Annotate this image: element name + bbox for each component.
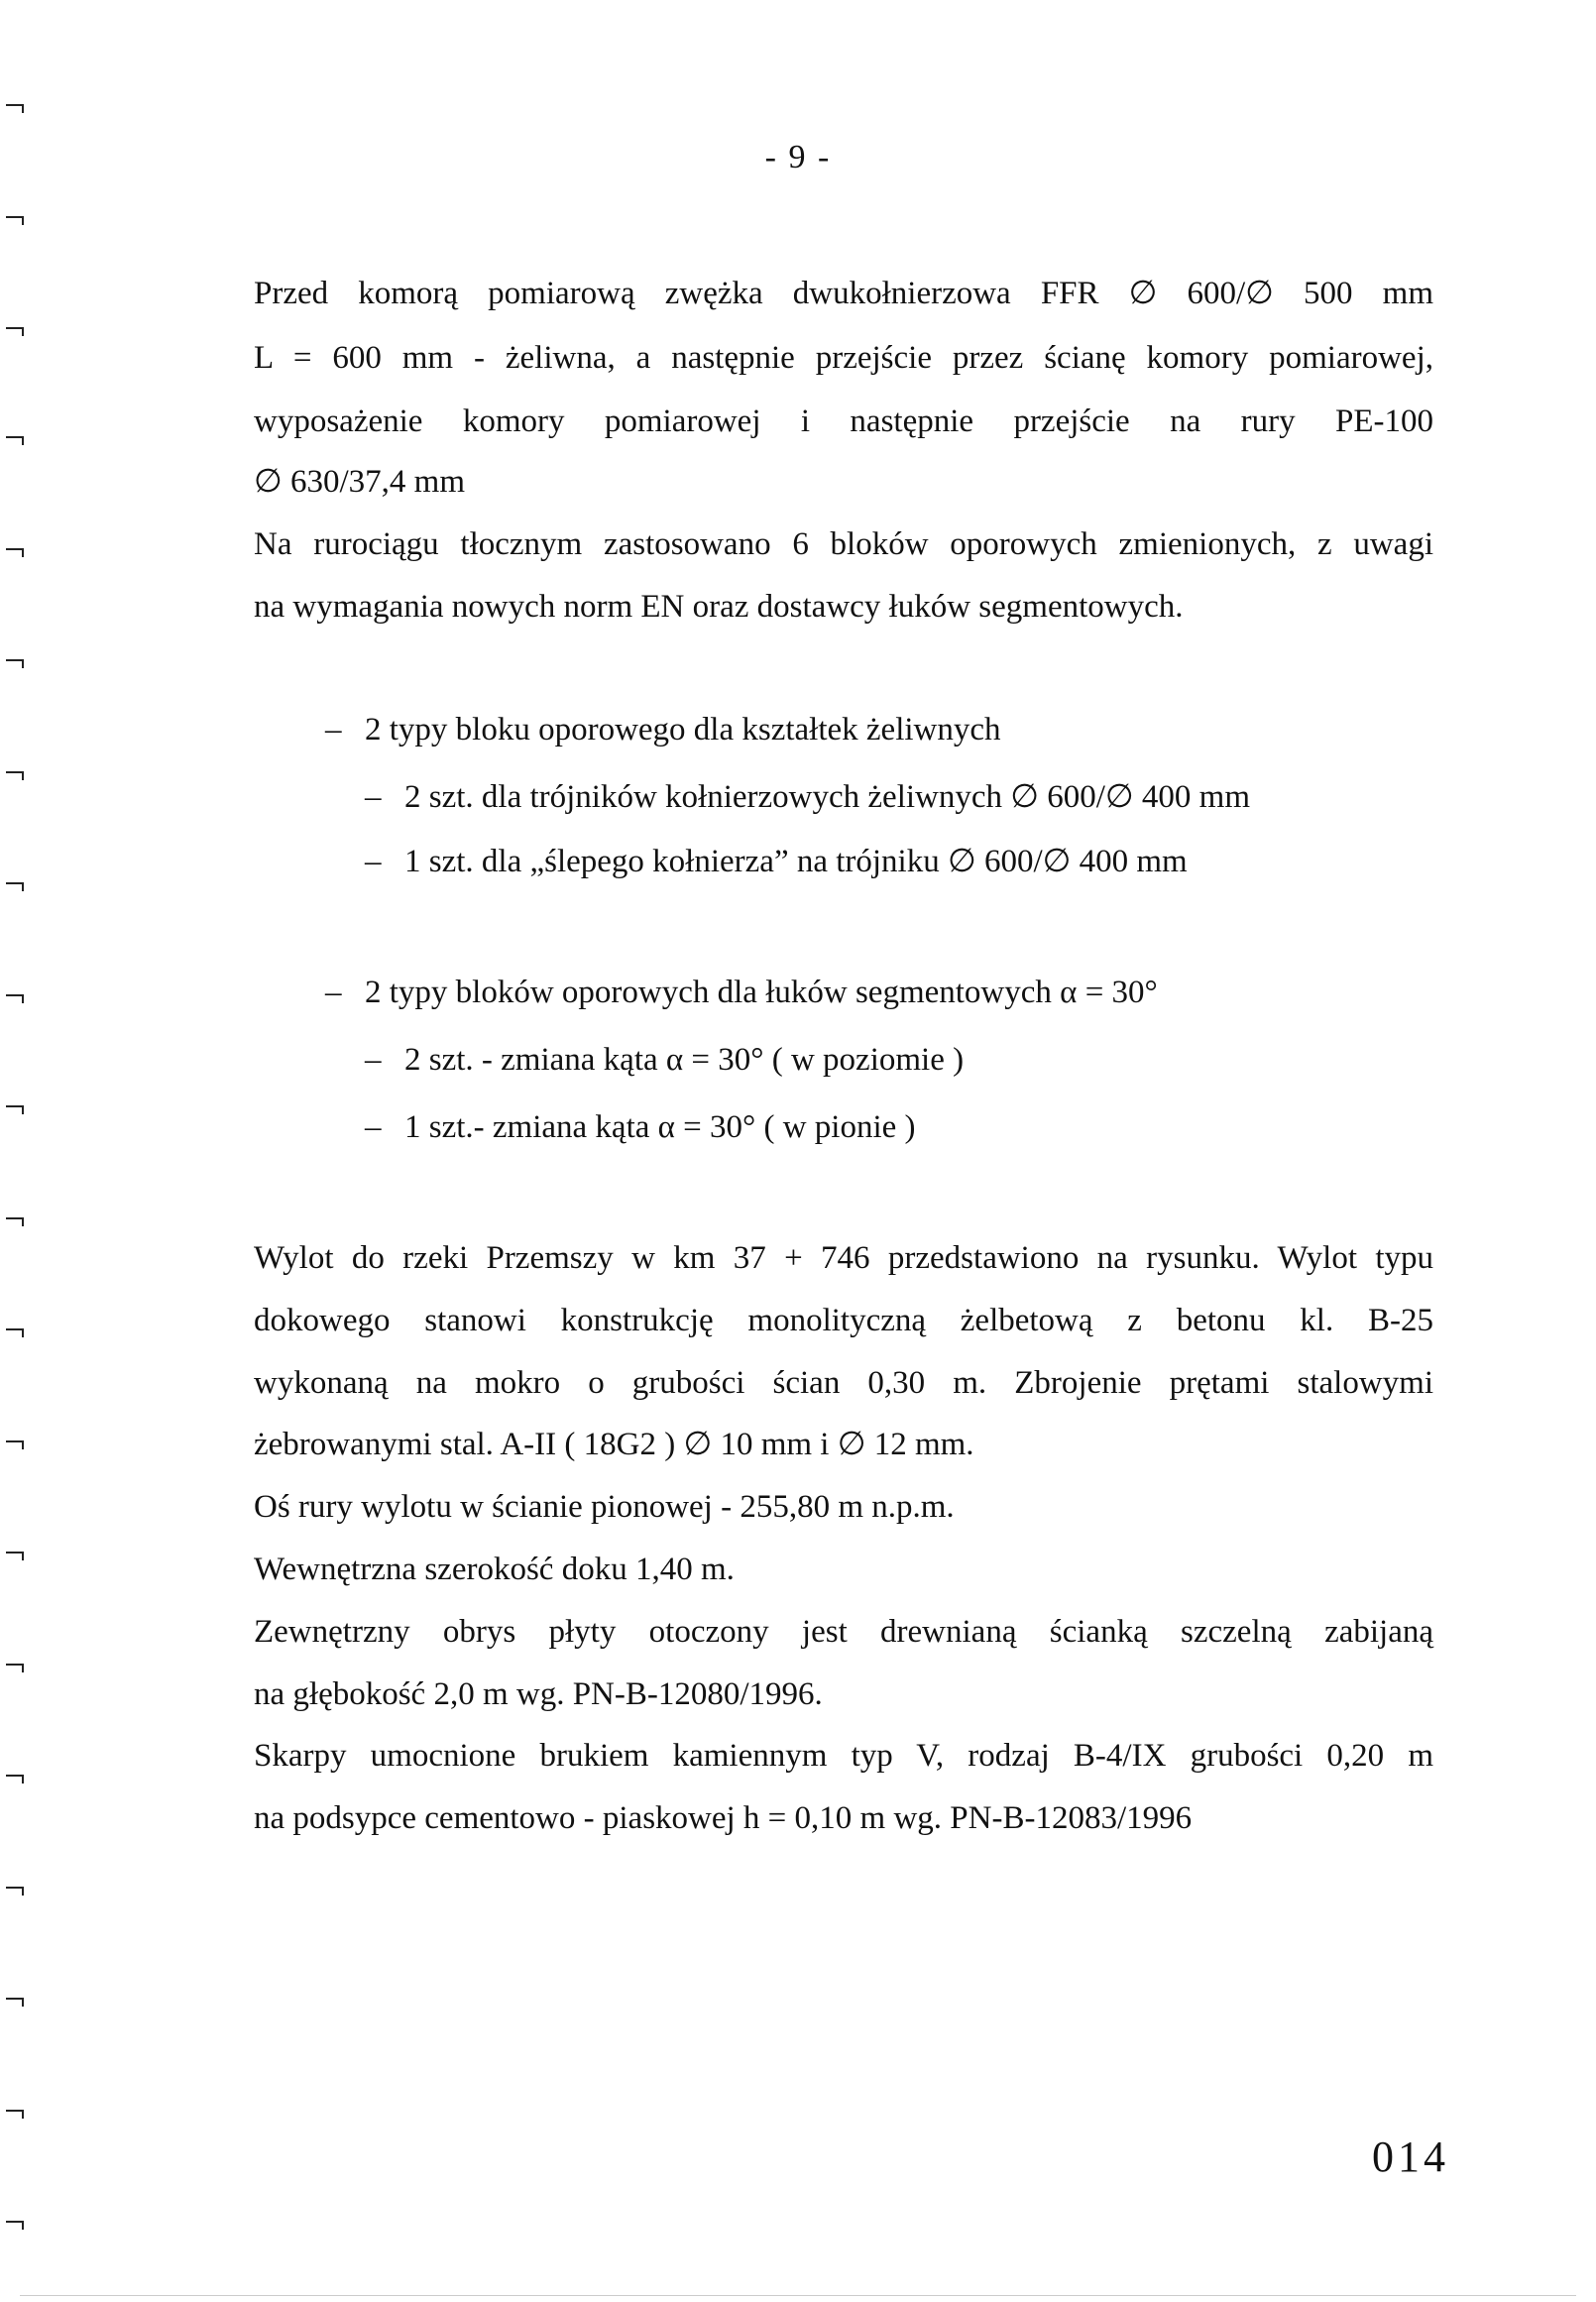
scan-edge	[20, 2295, 1576, 2296]
binder-mark	[6, 1775, 24, 1777]
binder-mark	[6, 216, 24, 218]
binder-mark	[6, 1998, 24, 2000]
paragraph-line: L = 600 mm - żeliwna, a następnie przejście przez ścianę komory pomiarowej,	[254, 340, 1433, 376]
dash-bullet: –	[365, 779, 382, 815]
list-item-main	[325, 977, 1158, 1009]
binder-mark	[6, 1440, 24, 1442]
list-item-text: 2 typy bloku oporowego dla kształtek żeliwnych	[365, 712, 1001, 748]
list-item-text: 2 typy bloków oporowych dla łuków segmentowych α = 30°	[365, 975, 1158, 1010]
binder-mark	[6, 1552, 24, 1554]
paragraph-line: wykonaną na mokro o grubości ścian 0,30 m. Zbrojenie prętami stalowymi	[254, 1365, 1433, 1401]
paragraph-line: żebrowanymi stal. A-II ( 18G2 ) ∅ 10 mm i ∅ 12 mm.	[254, 1427, 974, 1462]
binder-mark	[6, 882, 24, 884]
dash-bullet: –	[325, 712, 342, 748]
list-item-text: 2 szt. - zmiana kąta α = 30° ( w poziomie )	[404, 1042, 965, 1078]
dash-bullet: –	[365, 844, 382, 879]
binder-mark	[6, 436, 24, 438]
dash-bullet: –	[365, 1042, 382, 1078]
binder-mark	[6, 1328, 24, 1330]
list-item-text: 2 szt. dla trójników kołnierzowych żeliwnych ∅ 600/∅ 400 mm	[404, 779, 1251, 815]
dash-bullet: –	[325, 975, 342, 1010]
binder-mark	[6, 2221, 24, 2223]
paragraph-line: na podsypce cementowo - piaskowej h = 0,10 m wg. PN-B-12083/1996	[254, 1800, 1193, 1836]
list-item-main	[325, 714, 1001, 747]
binder-mark	[6, 1887, 24, 1889]
binder-mark	[6, 1105, 24, 1107]
binder-mark	[6, 104, 24, 106]
footer-code: 014	[1372, 2132, 1449, 2181]
binder-mark	[6, 1217, 24, 1219]
paragraph-line: Oś rury wylotu w ścianie pionowej - 255,80 m n.p.m.	[254, 1489, 955, 1525]
list-item-sub	[365, 781, 1250, 814]
list-item-text: 1 szt. dla „ślepego kołnierza” na trójniku ∅ 600/∅ 400 mm	[404, 844, 1188, 879]
dash-bullet: –	[365, 1109, 382, 1145]
paragraph-line: ∅ 630/37,4 mm	[254, 464, 466, 500]
paragraph-line: Zewnętrzny obrys płyty otoczony jest drewnianą ścianką szczelną zabijaną	[254, 1614, 1433, 1650]
paragraph-line: na głębokość 2,0 m wg. PN-B-12080/1996.	[254, 1676, 823, 1712]
paragraph-line: Na rurociągu tłocznym zastosowano 6 bloków oporowych zmienionych, z uwagi	[254, 526, 1433, 562]
paragraph-line: dokowego stanowi konstrukcję monolityczną żelbetową z betonu kl. B-25	[254, 1303, 1433, 1338]
list-item-sub	[365, 846, 1188, 878]
binder-mark	[6, 994, 24, 996]
paragraph-line: Wylot do rzeki Przemszy w km 37 + 746 przedstawiono na rysunku. Wylot typu	[254, 1240, 1433, 1276]
paragraph-line: wyposażenie komory pomiarowej i następnie przejście na rury PE-100	[254, 403, 1433, 439]
list-item-text: 1 szt.- zmiana kąta α = 30° ( w pionie )	[404, 1109, 916, 1145]
paragraph-line: Przed komorą pomiarową zwężka dwukołnierzowa FFR ∅ 600/∅ 500 mm	[254, 276, 1433, 311]
page-number: - 9 -	[764, 139, 832, 175]
binder-mark	[6, 2110, 24, 2112]
binder-mark	[6, 548, 24, 550]
paragraph-line: na wymagania nowych norm EN oraz dostawcy łuków segmentowych.	[254, 589, 1184, 625]
binder-mark	[6, 1664, 24, 1666]
binder-mark	[6, 327, 24, 329]
paragraph-line: Skarpy umocnione brukiem kamiennym typ V, rodzaj B-4/IX grubości 0,20 m	[254, 1738, 1433, 1774]
paragraph-line: Wewnętrzna szerokość doku 1,40 m.	[254, 1552, 735, 1587]
list-item-sub	[365, 1111, 916, 1144]
binder-mark	[6, 771, 24, 773]
list-item-sub	[365, 1044, 964, 1077]
binder-mark	[6, 659, 24, 661]
